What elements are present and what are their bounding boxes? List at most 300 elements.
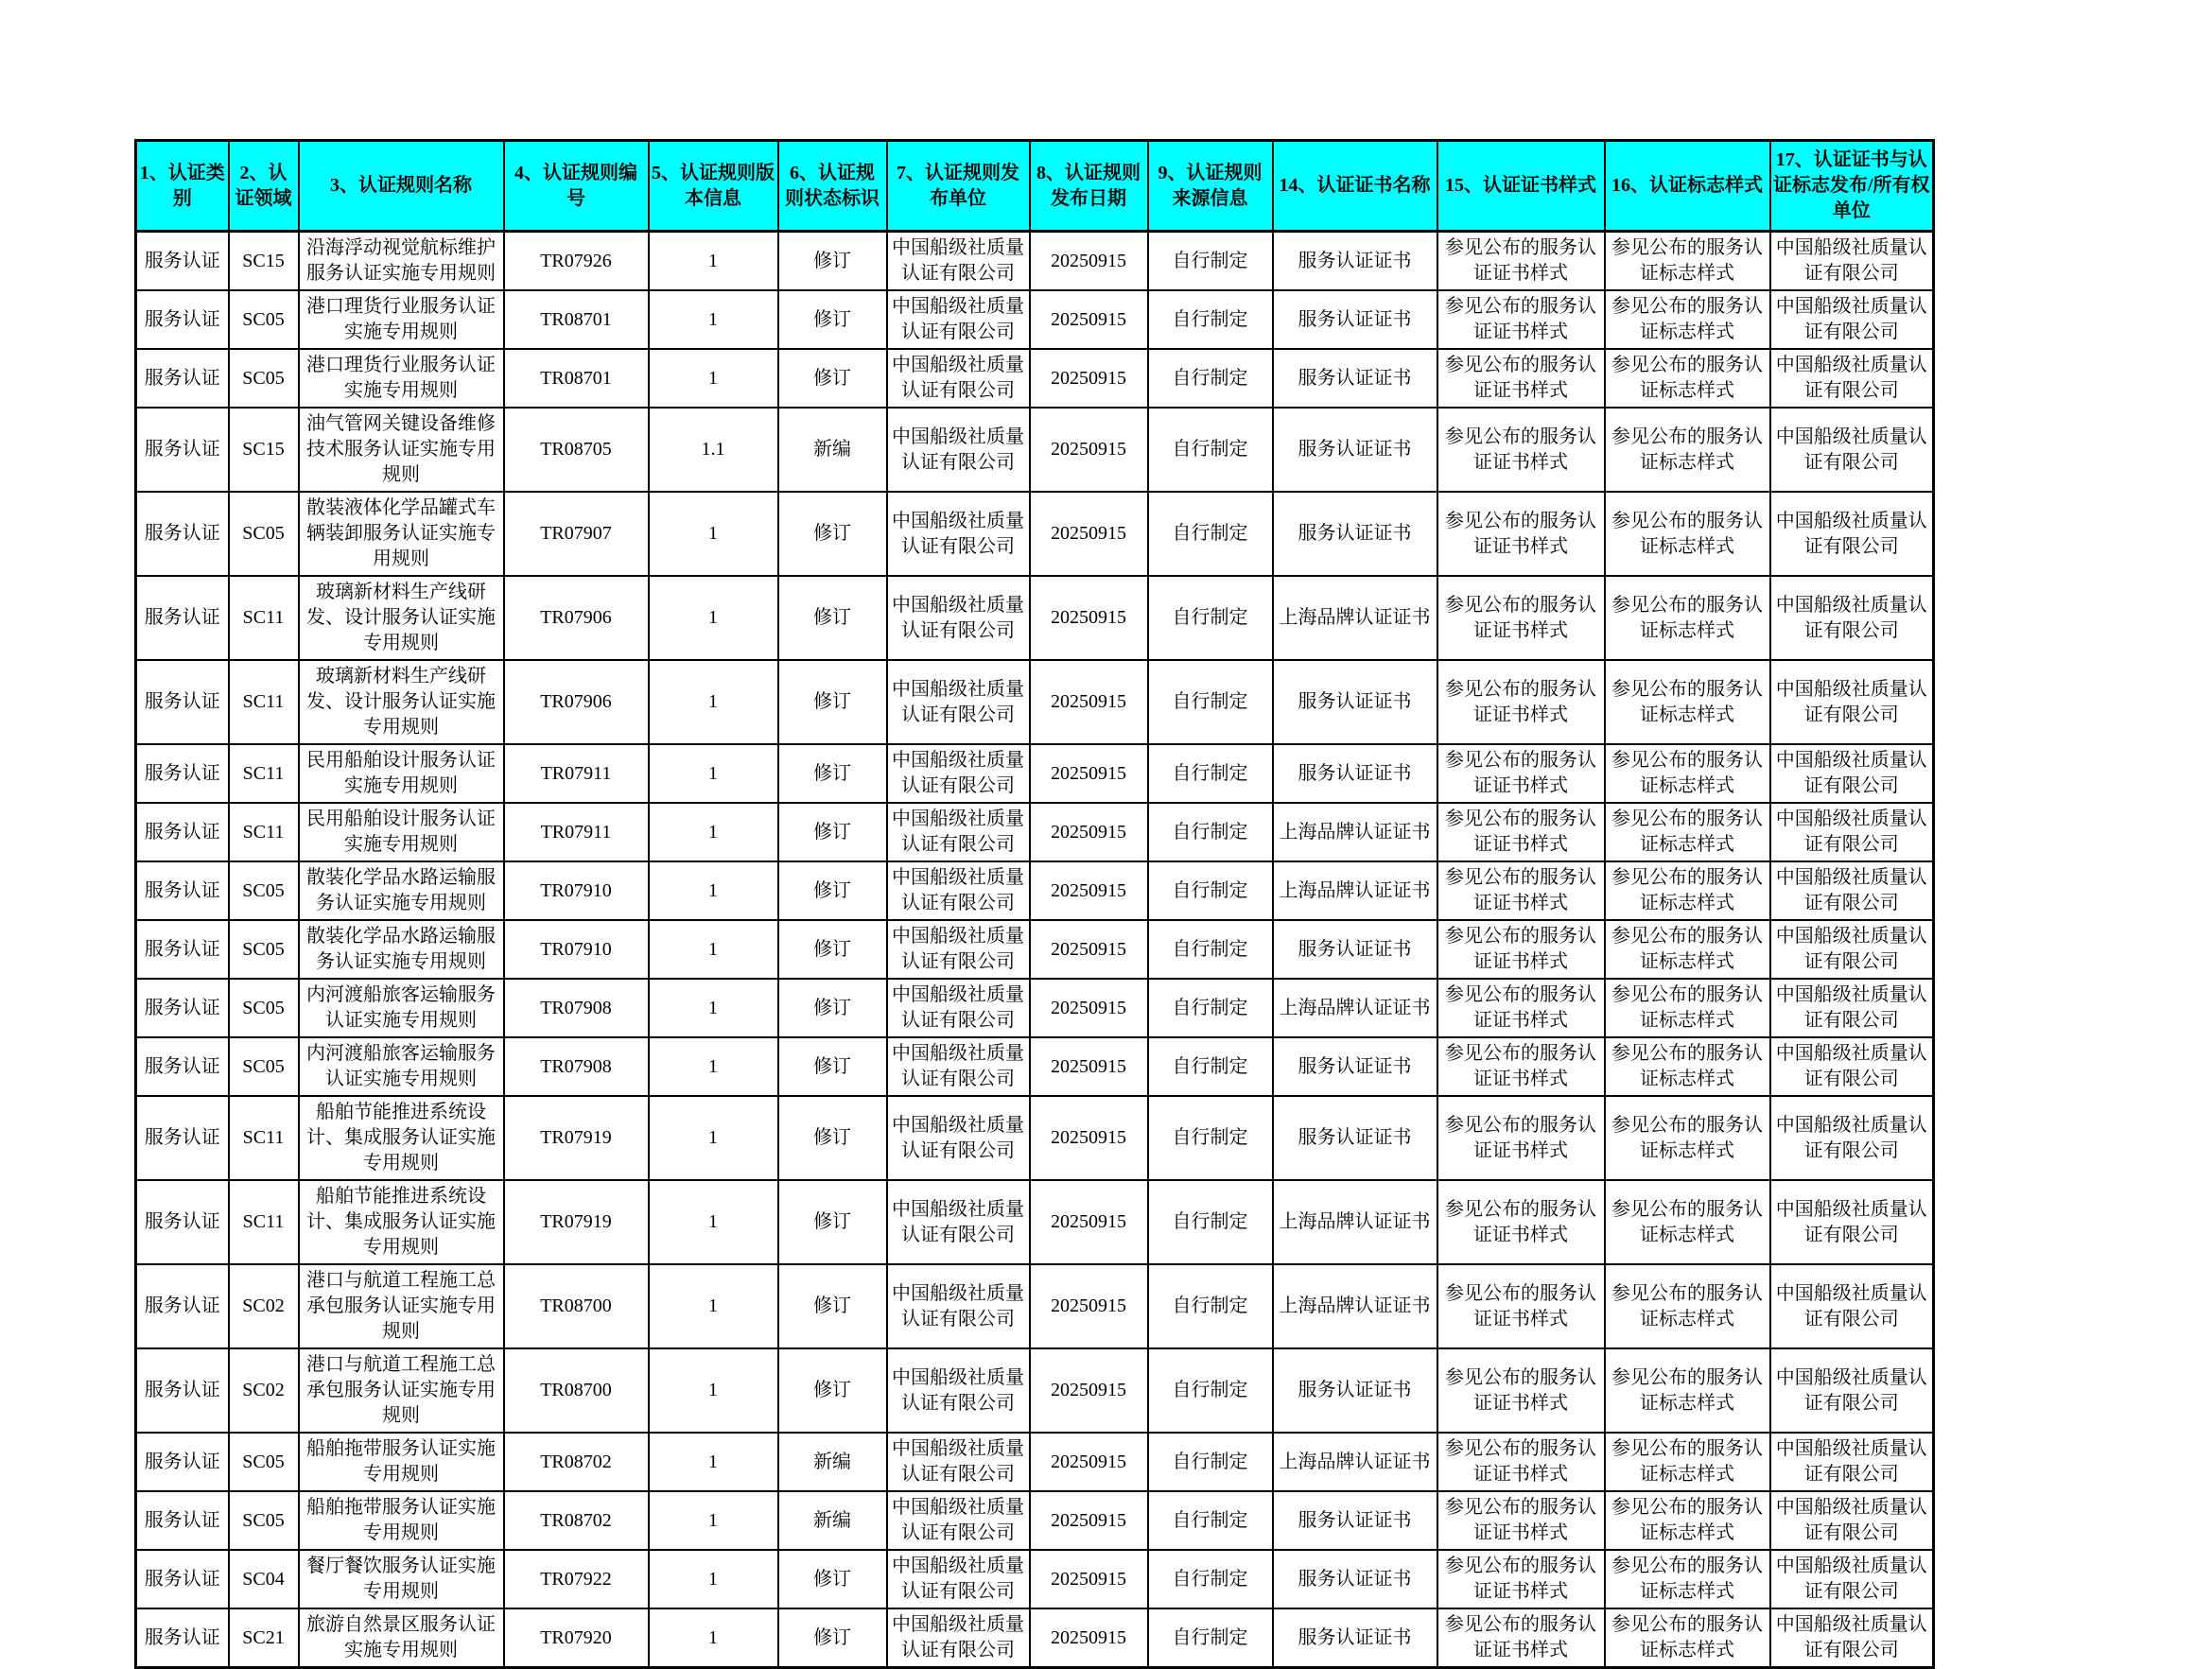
table-cell: TR07908 [504, 979, 649, 1037]
table-row [136, 1180, 1934, 1264]
table-cell: TR08700 [504, 1348, 649, 1433]
table-cell: SC05 [229, 349, 299, 408]
table-cell: 参见公布的服务认证标志样式 [1605, 920, 1770, 979]
table-cell: 自行制定 [1148, 576, 1273, 660]
table-cell: 中国船级社质量认证有限公司 [887, 1348, 1030, 1433]
table-cell: TR07919 [504, 1096, 649, 1180]
table-cell: SC02 [229, 1348, 299, 1433]
table-cell: 中国船级社质量认证有限公司 [887, 408, 1030, 492]
table-row [136, 744, 1934, 803]
table-cell: 自行制定 [1148, 861, 1273, 920]
table-cell: 修订 [778, 1348, 887, 1433]
table-cell: SC15 [229, 232, 299, 291]
table-cell: TR07926 [504, 232, 649, 291]
table-cell: 1 [649, 861, 778, 920]
table-cell: 自行制定 [1148, 1348, 1273, 1433]
table-cell: 1 [649, 979, 778, 1037]
table-cell: 自行制定 [1148, 492, 1273, 576]
table-cell: 修订 [778, 492, 887, 576]
table-cell: 中国船级社质量认证有限公司 [1770, 1180, 1934, 1264]
table-cell: SC11 [229, 1096, 299, 1180]
table-cell: 20250915 [1030, 1491, 1148, 1550]
table-cell: 1 [649, 1608, 778, 1668]
table-cell: 1 [649, 920, 778, 979]
column-header-4: 4、认证规则编号 [504, 141, 649, 232]
table-cell: 玻璃新材料生产线研发、设计服务认证实施专用规则 [299, 660, 504, 744]
table-cell: 中国船级社质量认证有限公司 [1770, 1491, 1934, 1550]
table-cell: 修订 [778, 576, 887, 660]
table-cell: 服务认证 [136, 1491, 229, 1550]
table-cell: 参见公布的服务认证证书样式 [1437, 1491, 1605, 1550]
table-cell: 20250915 [1030, 1180, 1148, 1264]
table-row [136, 1096, 1934, 1180]
table-cell: 上海品牌认证证书 [1273, 979, 1437, 1037]
table-cell: 服务认证证书 [1273, 744, 1437, 803]
table-cell: 20250915 [1030, 349, 1148, 408]
table-cell: 中国船级社质量认证有限公司 [887, 1180, 1030, 1264]
table-cell: 自行制定 [1148, 979, 1273, 1037]
table-cell: 20250915 [1030, 1608, 1148, 1668]
table-cell: SC11 [229, 803, 299, 861]
table-cell: 参见公布的服务认证证书样式 [1437, 492, 1605, 576]
table-cell: 中国船级社质量认证有限公司 [887, 1037, 1030, 1096]
table-cell: 内河渡船旅客运输服务认证实施专用规则 [299, 979, 504, 1037]
table-cell: 1 [649, 1550, 778, 1608]
table-cell: SC11 [229, 1180, 299, 1264]
table-cell: 新编 [778, 408, 887, 492]
table-cell: 内河渡船旅客运输服务认证实施专用规则 [299, 1037, 504, 1096]
table-cell: 修订 [778, 1180, 887, 1264]
table-cell: 中国船级社质量认证有限公司 [887, 1491, 1030, 1550]
table-cell: 服务认证 [136, 979, 229, 1037]
table-cell: 自行制定 [1148, 1180, 1273, 1264]
table-cell: TR07920 [504, 1608, 649, 1668]
table-cell: 民用船舶设计服务认证实施专用规则 [299, 744, 504, 803]
table-cell: 20250915 [1030, 1433, 1148, 1491]
table-cell: 参见公布的服务认证证书样式 [1437, 576, 1605, 660]
table-cell: 中国船级社质量认证有限公司 [1770, 1433, 1934, 1491]
table-cell: 服务认证 [136, 920, 229, 979]
table-cell: 修订 [778, 1608, 887, 1668]
table-cell: 自行制定 [1148, 290, 1273, 349]
table-cell: 参见公布的服务认证标志样式 [1605, 1037, 1770, 1096]
table-row [136, 979, 1934, 1037]
table-cell: 修订 [778, 803, 887, 861]
table-cell: 服务认证证书 [1273, 349, 1437, 408]
table-cell: TR07910 [504, 861, 649, 920]
table-cell: 中国船级社质量认证有限公司 [887, 290, 1030, 349]
table-cell: SC05 [229, 920, 299, 979]
table-cell: 自行制定 [1148, 920, 1273, 979]
table-cell: TR08702 [504, 1491, 649, 1550]
column-header-1: 1、认证类别 [136, 141, 229, 232]
table-cell: 参见公布的服务认证证书样式 [1437, 232, 1605, 291]
table-cell: 中国船级社质量认证有限公司 [1770, 1096, 1934, 1180]
table-cell: 20250915 [1030, 979, 1148, 1037]
table-cell: 参见公布的服务认证证书样式 [1437, 1550, 1605, 1608]
table-cell: 中国船级社质量认证有限公司 [1770, 744, 1934, 803]
table-cell: 中国船级社质量认证有限公司 [887, 232, 1030, 291]
table-cell: TR07922 [504, 1550, 649, 1608]
table-cell: 自行制定 [1148, 232, 1273, 291]
table-cell: 服务认证 [136, 576, 229, 660]
table-cell: 服务认证证书 [1273, 660, 1437, 744]
table-cell: 服务认证 [136, 349, 229, 408]
table-cell: 1.1 [649, 408, 778, 492]
table-cell: 参见公布的服务认证标志样式 [1605, 861, 1770, 920]
table-cell: 参见公布的服务认证证书样式 [1437, 1180, 1605, 1264]
column-header-9: 9、认证规则来源信息 [1148, 141, 1273, 232]
table-row [136, 408, 1934, 492]
table-cell: 参见公布的服务认证标志样式 [1605, 1348, 1770, 1433]
table-cell: 自行制定 [1148, 349, 1273, 408]
column-header-11: 15、认证证书样式 [1437, 141, 1605, 232]
table-cell: 参见公布的服务认证标志样式 [1605, 1433, 1770, 1491]
table-cell: 参见公布的服务认证标志样式 [1605, 232, 1770, 291]
column-header-13: 17、认证证书与认证标志发布/所有权单位 [1770, 141, 1934, 232]
table-cell: 餐厅餐饮服务认证实施专用规则 [299, 1550, 504, 1608]
table-row [136, 861, 1934, 920]
table-row [136, 1608, 1934, 1668]
table-cell: TR07911 [504, 803, 649, 861]
table-cell: 散装化学品水路运输服务认证实施专用规则 [299, 920, 504, 979]
table-cell: 1 [649, 1264, 778, 1348]
column-header-8: 8、认证规则发布日期 [1030, 141, 1148, 232]
header-row [136, 141, 1934, 232]
column-header-3: 3、认证规则名称 [299, 141, 504, 232]
table-cell: 中国船级社质量认证有限公司 [1770, 803, 1934, 861]
table-row [136, 1037, 1934, 1096]
table-cell: 服务认证 [136, 1433, 229, 1491]
table-cell: 修订 [778, 290, 887, 349]
table-cell: 自行制定 [1148, 1608, 1273, 1668]
table-cell: TR08702 [504, 1433, 649, 1491]
table-row [136, 1433, 1934, 1491]
table-row [136, 660, 1934, 744]
table-cell: TR07906 [504, 660, 649, 744]
table-cell: 中国船级社质量认证有限公司 [887, 660, 1030, 744]
table-cell: 船舶拖带服务认证实施专用规则 [299, 1433, 504, 1491]
table-cell: 中国船级社质量认证有限公司 [1770, 1264, 1934, 1348]
table-cell: 中国船级社质量认证有限公司 [1770, 492, 1934, 576]
table-cell: 参见公布的服务认证证书样式 [1437, 1433, 1605, 1491]
table-cell: 船舶拖带服务认证实施专用规则 [299, 1491, 504, 1550]
table-cell: 服务认证 [136, 744, 229, 803]
rules-table [134, 139, 1935, 1669]
table-cell: 服务认证 [136, 660, 229, 744]
table-cell: 中国船级社质量认证有限公司 [1770, 1550, 1934, 1608]
table-cell: 修订 [778, 349, 887, 408]
table-cell: 自行制定 [1148, 660, 1273, 744]
table-cell: 中国船级社质量认证有限公司 [887, 1550, 1030, 1608]
table-cell: 1 [649, 1433, 778, 1491]
table-row [136, 920, 1934, 979]
table-cell: 散装化学品水路运输服务认证实施专用规则 [299, 861, 504, 920]
table-cell: 1 [649, 744, 778, 803]
table-cell: SC04 [229, 1550, 299, 1608]
table-cell: 1 [649, 660, 778, 744]
table-cell: 参见公布的服务认证证书样式 [1437, 408, 1605, 492]
table-cell: 中国船级社质量认证有限公司 [887, 803, 1030, 861]
table-cell: 20250915 [1030, 408, 1148, 492]
table-cell: 服务认证 [136, 492, 229, 576]
table-cell: 服务认证证书 [1273, 408, 1437, 492]
table-cell: 服务认证证书 [1273, 1608, 1437, 1668]
table-cell: 1 [649, 1348, 778, 1433]
table-cell: 参见公布的服务认证证书样式 [1437, 290, 1605, 349]
table-cell: 参见公布的服务认证标志样式 [1605, 1264, 1770, 1348]
table-cell: 中国船级社质量认证有限公司 [887, 1608, 1030, 1668]
table-row [136, 290, 1934, 349]
table-cell: 参见公布的服务认证证书样式 [1437, 803, 1605, 861]
table-cell: 服务认证 [136, 803, 229, 861]
table-cell: 参见公布的服务认证标志样式 [1605, 1096, 1770, 1180]
table-cell: 中国船级社质量认证有限公司 [887, 744, 1030, 803]
table-cell: TR07910 [504, 920, 649, 979]
table-cell: 参见公布的服务认证证书样式 [1437, 744, 1605, 803]
table-cell: 20250915 [1030, 920, 1148, 979]
column-header-5: 5、认证规则版本信息 [649, 141, 778, 232]
table-cell: SC05 [229, 290, 299, 349]
rules-table-header [136, 141, 1934, 232]
table-cell: 20250915 [1030, 1037, 1148, 1096]
table-cell: 船舶节能推进系统设计、集成服务认证实施专用规则 [299, 1096, 504, 1180]
table-cell: 上海品牌认证证书 [1273, 1433, 1437, 1491]
table-cell: TR07911 [504, 744, 649, 803]
table-cell: 修订 [778, 744, 887, 803]
column-header-6: 6、认证规则状态标识 [778, 141, 887, 232]
table-cell: 民用船舶设计服务认证实施专用规则 [299, 803, 504, 861]
table-row [136, 1491, 1934, 1550]
table-cell: 修订 [778, 1037, 887, 1096]
table-cell: 上海品牌认证证书 [1273, 1264, 1437, 1348]
table-cell: 1 [649, 1180, 778, 1264]
table-cell: 服务认证 [136, 1096, 229, 1180]
table-cell: 参见公布的服务认证标志样式 [1605, 1608, 1770, 1668]
table-cell: SC05 [229, 1037, 299, 1096]
table-cell: 1 [649, 1491, 778, 1550]
table-cell: 服务认证证书 [1273, 290, 1437, 349]
table-row [136, 232, 1934, 291]
table-cell: 参见公布的服务认证标志样式 [1605, 290, 1770, 349]
table-cell: 中国船级社质量认证有限公司 [887, 492, 1030, 576]
table-cell: 修订 [778, 920, 887, 979]
table-cell: 服务认证证书 [1273, 1491, 1437, 1550]
table-cell: TR08701 [504, 349, 649, 408]
table-cell: 散装液体化学品罐式车辆装卸服务认证实施专用规则 [299, 492, 504, 576]
table-cell: 自行制定 [1148, 1433, 1273, 1491]
table-cell: 参见公布的服务认证标志样式 [1605, 1491, 1770, 1550]
table-cell: 中国船级社质量认证有限公司 [887, 1433, 1030, 1491]
table-cell: 港口与航道工程施工总承包服务认证实施专用规则 [299, 1348, 504, 1433]
table-cell: TR07919 [504, 1180, 649, 1264]
table-cell: 服务认证证书 [1273, 1096, 1437, 1180]
table-cell: 参见公布的服务认证标志样式 [1605, 803, 1770, 861]
table-cell: 参见公布的服务认证证书样式 [1437, 979, 1605, 1037]
table-cell: 参见公布的服务认证标志样式 [1605, 408, 1770, 492]
table-cell: TR08700 [504, 1264, 649, 1348]
table-cell: 参见公布的服务认证证书样式 [1437, 1608, 1605, 1668]
table-cell: 中国船级社质量认证有限公司 [1770, 920, 1934, 979]
table-cell: 1 [649, 803, 778, 861]
table-row [136, 1264, 1934, 1348]
table-row [136, 492, 1934, 576]
table-cell: 中国船级社质量认证有限公司 [1770, 1348, 1934, 1433]
table-cell: 自行制定 [1148, 1550, 1273, 1608]
table-cell: 自行制定 [1148, 803, 1273, 861]
table-cell: TR07906 [504, 576, 649, 660]
rules-table-body [136, 232, 1934, 1668]
table-cell: SC05 [229, 979, 299, 1037]
table-cell: 1 [649, 1037, 778, 1096]
table-cell: 中国船级社质量认证有限公司 [1770, 576, 1934, 660]
table-cell: 服务认证 [136, 1550, 229, 1608]
table-cell: 中国船级社质量认证有限公司 [1770, 349, 1934, 408]
table-cell: 参见公布的服务认证证书样式 [1437, 920, 1605, 979]
table-cell: 玻璃新材料生产线研发、设计服务认证实施专用规则 [299, 576, 504, 660]
table-cell: SC05 [229, 861, 299, 920]
table-cell: TR08705 [504, 408, 649, 492]
table-cell: 港口理货行业服务认证实施专用规则 [299, 290, 504, 349]
table-cell: 中国船级社质量认证有限公司 [887, 1096, 1030, 1180]
table-cell: 服务认证证书 [1273, 920, 1437, 979]
table-cell: 港口理货行业服务认证实施专用规则 [299, 349, 504, 408]
table-row [136, 1550, 1934, 1608]
table-cell: 1 [649, 1096, 778, 1180]
table-cell: 自行制定 [1148, 1037, 1273, 1096]
table-cell: 1 [649, 349, 778, 408]
table-cell: 参见公布的服务认证证书样式 [1437, 1348, 1605, 1433]
table-cell: 中国船级社质量认证有限公司 [887, 349, 1030, 408]
table-cell: 服务认证 [136, 1608, 229, 1668]
table-cell: 1 [649, 492, 778, 576]
table-cell: 船舶节能推进系统设计、集成服务认证实施专用规则 [299, 1180, 504, 1264]
table-cell: 新编 [778, 1433, 887, 1491]
column-header-10: 14、认证证书名称 [1273, 141, 1437, 232]
table-cell: 中国船级社质量认证有限公司 [887, 576, 1030, 660]
table-cell: 参见公布的服务认证标志样式 [1605, 979, 1770, 1037]
table-cell: 修订 [778, 232, 887, 291]
table-cell: 上海品牌认证证书 [1273, 861, 1437, 920]
table-cell: 沿海浮动视觉航标维护服务认证实施专用规则 [299, 232, 504, 291]
table-row [136, 349, 1934, 408]
table-cell: 20250915 [1030, 232, 1148, 291]
table-cell: 20250915 [1030, 492, 1148, 576]
table-cell: 中国船级社质量认证有限公司 [1770, 979, 1934, 1037]
table-cell: 20250915 [1030, 576, 1148, 660]
table-cell: 参见公布的服务认证证书样式 [1437, 861, 1605, 920]
table-cell: 自行制定 [1148, 408, 1273, 492]
table-cell: 服务认证证书 [1273, 1037, 1437, 1096]
table-cell: 自行制定 [1148, 1096, 1273, 1180]
table-row [136, 803, 1934, 861]
table-cell: 上海品牌认证证书 [1273, 576, 1437, 660]
table-cell: 自行制定 [1148, 744, 1273, 803]
table-cell: 参见公布的服务认证标志样式 [1605, 1180, 1770, 1264]
table-cell: 自行制定 [1148, 1491, 1273, 1550]
table-cell: 中国船级社质量认证有限公司 [887, 920, 1030, 979]
table-cell: 参见公布的服务认证证书样式 [1437, 349, 1605, 408]
table-cell: 1 [649, 232, 778, 291]
table-cell: 服务认证 [136, 408, 229, 492]
table-cell: 上海品牌认证证书 [1273, 803, 1437, 861]
table-cell: 服务认证 [136, 290, 229, 349]
table-cell: SC05 [229, 1433, 299, 1491]
table-cell: 中国船级社质量认证有限公司 [887, 1264, 1030, 1348]
table-cell: 1 [649, 576, 778, 660]
table-cell: 1 [649, 290, 778, 349]
table-cell: 修订 [778, 861, 887, 920]
table-cell: SC21 [229, 1608, 299, 1668]
table-cell: 20250915 [1030, 660, 1148, 744]
table-cell: 参见公布的服务认证标志样式 [1605, 660, 1770, 744]
table-cell: 旅游自然景区服务认证实施专用规则 [299, 1608, 504, 1668]
table-cell: 参见公布的服务认证标志样式 [1605, 1550, 1770, 1608]
table-cell: 20250915 [1030, 861, 1148, 920]
table-cell: TR07907 [504, 492, 649, 576]
table-cell: 中国船级社质量认证有限公司 [1770, 408, 1934, 492]
table-cell: 服务认证 [136, 1180, 229, 1264]
table-cell: 服务认证 [136, 1264, 229, 1348]
table-cell: 上海品牌认证证书 [1273, 1180, 1437, 1264]
table-cell: 20250915 [1030, 1096, 1148, 1180]
table-cell: SC11 [229, 660, 299, 744]
table-cell: 参见公布的服务认证标志样式 [1605, 492, 1770, 576]
table-cell: 服务认证证书 [1273, 232, 1437, 291]
table-cell: 自行制定 [1148, 1264, 1273, 1348]
table-cell: 中国船级社质量认证有限公司 [1770, 660, 1934, 744]
table-cell: 修订 [778, 1096, 887, 1180]
table-cell: 20250915 [1030, 744, 1148, 803]
column-header-2: 2、认证领域 [229, 141, 299, 232]
table-cell: 修订 [778, 979, 887, 1037]
table-cell: 中国船级社质量认证有限公司 [1770, 861, 1934, 920]
table-cell: 新编 [778, 1491, 887, 1550]
table-cell: 服务认证 [136, 1348, 229, 1433]
table-cell: 参见公布的服务认证证书样式 [1437, 1037, 1605, 1096]
table-cell: 参见公布的服务认证证书样式 [1437, 660, 1605, 744]
table-cell: 20250915 [1030, 290, 1148, 349]
table-cell: 油气管网关键设备维修技术服务认证实施专用规则 [299, 408, 504, 492]
table-cell: 服务认证证书 [1273, 1550, 1437, 1608]
table-cell: 服务认证证书 [1273, 1348, 1437, 1433]
table-cell: TR07908 [504, 1037, 649, 1096]
table-row [136, 1348, 1934, 1433]
table-cell: SC05 [229, 1491, 299, 1550]
table-cell: 中国船级社质量认证有限公司 [1770, 232, 1934, 291]
table-cell: SC02 [229, 1264, 299, 1348]
table-cell: 中国船级社质量认证有限公司 [887, 861, 1030, 920]
table-cell: SC15 [229, 408, 299, 492]
table-cell: 服务认证 [136, 232, 229, 291]
table-cell: 20250915 [1030, 803, 1148, 861]
table-cell: 20250915 [1030, 1264, 1148, 1348]
table-cell: TR08701 [504, 290, 649, 349]
table-cell: 20250915 [1030, 1550, 1148, 1608]
table-cell: 参见公布的服务认证标志样式 [1605, 576, 1770, 660]
table-cell: 参见公布的服务认证证书样式 [1437, 1096, 1605, 1180]
table-cell: SC11 [229, 744, 299, 803]
table-cell: SC05 [229, 492, 299, 576]
table-cell: 参见公布的服务认证标志样式 [1605, 744, 1770, 803]
table-cell: SC11 [229, 576, 299, 660]
table-cell: 服务认证 [136, 1037, 229, 1096]
table-cell: 港口与航道工程施工总承包服务认证实施专用规则 [299, 1264, 504, 1348]
table-cell: 服务认证 [136, 861, 229, 920]
table-cell: 中国船级社质量认证有限公司 [1770, 1608, 1934, 1668]
table-cell: 修订 [778, 1550, 887, 1608]
table-cell: 修订 [778, 1264, 887, 1348]
